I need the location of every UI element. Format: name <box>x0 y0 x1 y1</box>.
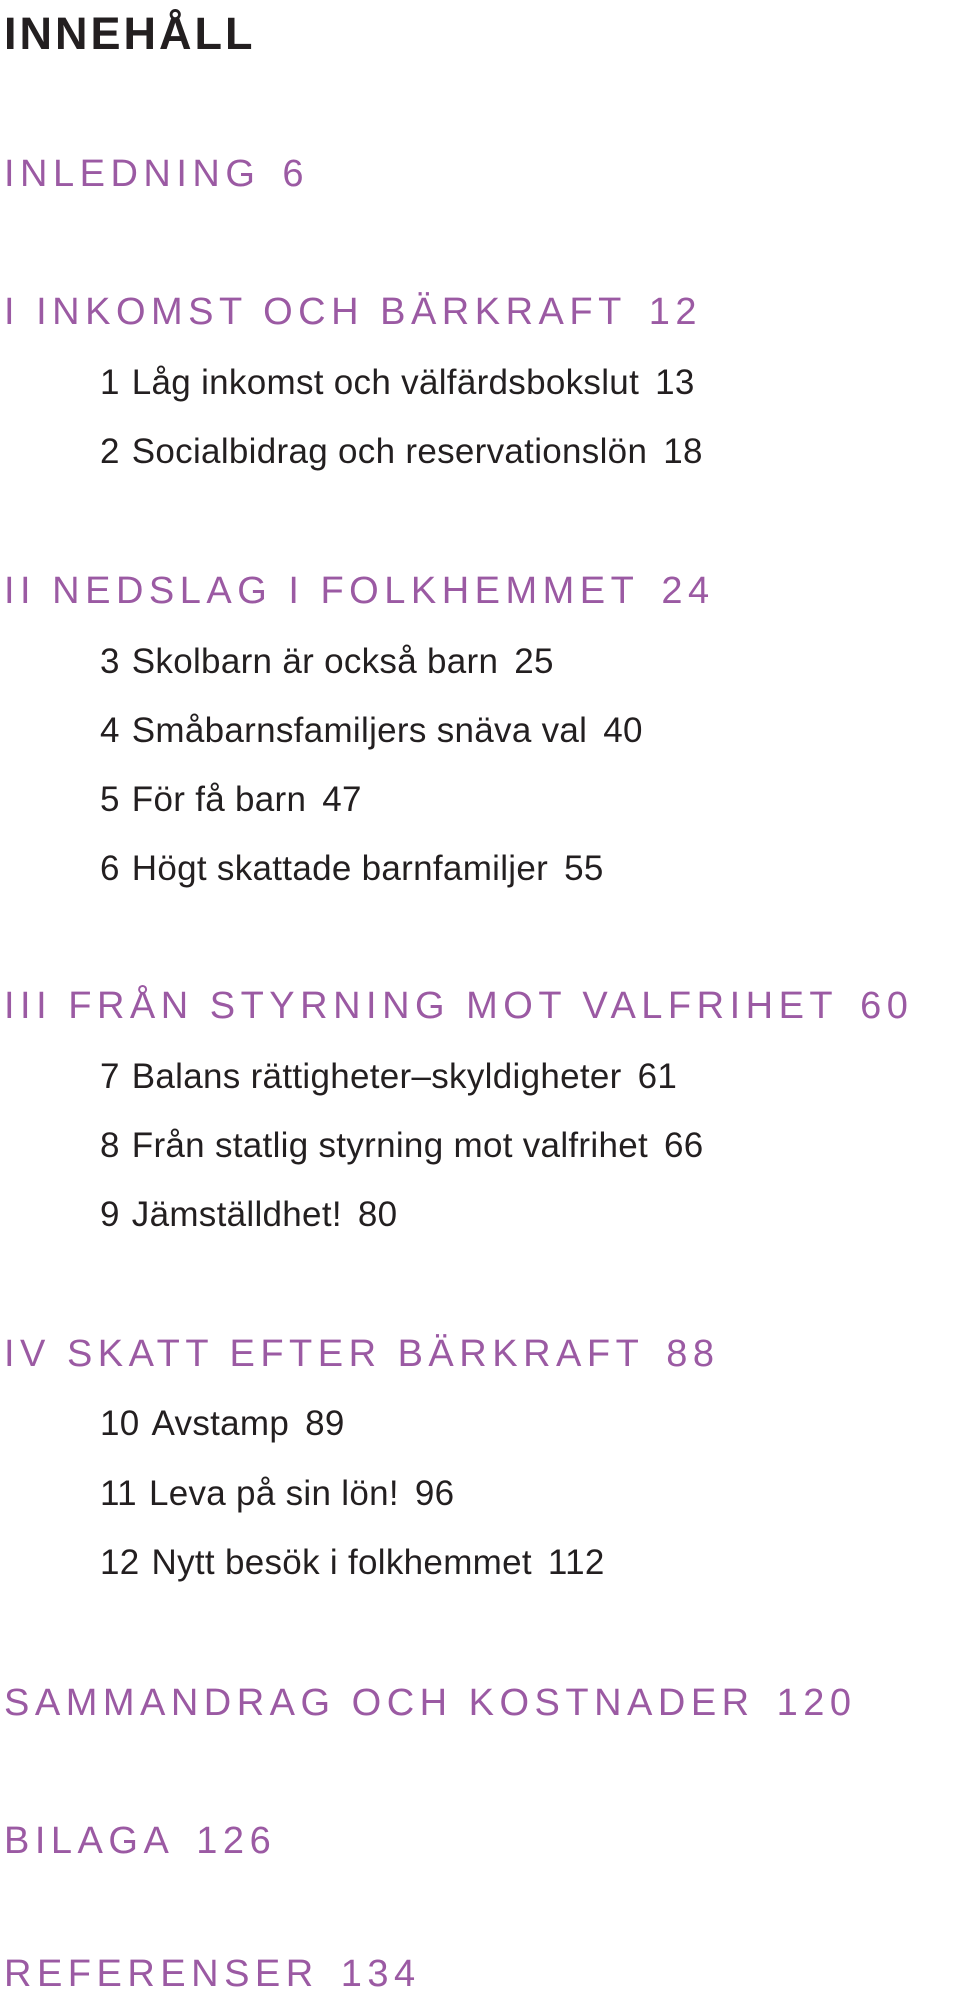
section-label: I INKOMST OCH BÄRKRAFT <box>4 291 627 333</box>
section-page: 88 <box>666 1333 720 1375</box>
toc-chapter-1 <box>100 361 695 405</box>
chapter-page: 96 <box>414 1474 455 1513</box>
section-label: IV SKATT EFTER BÄRKRAFT <box>4 1333 645 1375</box>
chapter-page: 80 <box>357 1195 398 1234</box>
chapter-page: 66 <box>664 1126 704 1165</box>
chapter-number: 9 <box>100 1195 120 1234</box>
toc-chapter-6 <box>100 847 604 891</box>
section-label: SAMMANDRAG OCH KOSTNADER <box>4 1682 755 1724</box>
chapter-label: Socialbidrag och reservationslön <box>131 432 648 471</box>
chapter-page: 55 <box>564 849 604 888</box>
toc-chapter-4 <box>100 709 643 753</box>
toc-chapter-12 <box>100 1541 605 1585</box>
toc-section-inledning <box>4 150 309 198</box>
chapter-label: Avstamp <box>151 1404 290 1443</box>
toc-title: INNEHÅLL <box>4 8 256 59</box>
chapter-page: 40 <box>603 711 643 750</box>
chapter-number: 4 <box>100 711 120 750</box>
chapter-page: 25 <box>514 642 554 681</box>
chapter-label: För få barn <box>131 780 307 819</box>
section-page: 126 <box>196 1820 277 1862</box>
chapter-number: 5 <box>100 780 120 819</box>
section-page: 60 <box>860 985 914 1027</box>
section-page: 24 <box>661 570 715 612</box>
section-label: BILAGA <box>4 1820 175 1862</box>
chapter-number: 8 <box>100 1126 120 1165</box>
chapter-number: 6 <box>100 849 120 888</box>
toc-section-styrning <box>4 982 913 1030</box>
chapter-number: 7 <box>100 1057 120 1096</box>
chapter-label: Nytt besök i folkhemmet <box>151 1543 532 1582</box>
chapter-label: Låg inkomst och välfärdsbokslut <box>131 363 640 402</box>
chapter-number: 1 <box>100 363 120 402</box>
chapter-page: 61 <box>637 1057 678 1096</box>
section-label: INLEDNING <box>4 153 261 195</box>
toc-chapter-5 <box>100 778 362 822</box>
toc-chapter-2 <box>100 430 703 474</box>
toc-section-referenser <box>4 1950 421 1998</box>
toc-section-bilaga <box>4 1817 276 1865</box>
toc-chapter-9 <box>100 1193 397 1237</box>
toc-chapter-8 <box>100 1124 704 1168</box>
chapter-page: 47 <box>322 780 362 819</box>
chapter-number: 11 <box>100 1474 137 1513</box>
chapter-number: 3 <box>100 642 120 681</box>
toc-section-nedslag <box>4 567 715 615</box>
toc-section-sammandrag <box>4 1679 857 1727</box>
chapter-label: Balans rättigheter–skyldigheter <box>131 1057 622 1096</box>
chapter-number: 12 <box>100 1543 140 1582</box>
section-page: 12 <box>648 291 703 333</box>
chapter-page: 18 <box>663 432 703 471</box>
chapter-label: Småbarnsfamiljers snäva val <box>131 711 588 750</box>
toc-chapter-3 <box>100 640 554 684</box>
chapter-label: Skolbarn är också barn <box>131 642 499 681</box>
section-page: 6 <box>282 153 310 195</box>
chapter-label: Jämställdhet! <box>131 1195 342 1234</box>
chapter-page: 112 <box>547 1543 605 1582</box>
chapter-number: 10 <box>100 1404 140 1443</box>
chapter-label: Högt skattade barnfamiljer <box>131 849 549 888</box>
section-label: II NEDSLAG I FOLKHEMMET <box>4 570 640 612</box>
chapter-label: Leva på sin lön! <box>148 1474 399 1513</box>
chapter-page: 13 <box>655 363 695 402</box>
chapter-number: 2 <box>100 432 120 471</box>
section-label: REFERENSER <box>4 1953 319 1995</box>
toc-section-inkomst <box>4 288 702 336</box>
section-page: 120 <box>776 1682 857 1724</box>
toc-chapter-11 <box>100 1472 454 1516</box>
chapter-page: 89 <box>305 1404 345 1443</box>
chapter-label: Från statlig styrning mot valfrihet <box>131 1126 649 1165</box>
section-page: 134 <box>340 1953 421 1995</box>
toc-chapter-7 <box>100 1055 677 1099</box>
section-label: III FRÅN STYRNING MOT VALFRIHET <box>4 985 839 1027</box>
toc-chapter-10 <box>100 1402 345 1446</box>
toc-section-skatt <box>4 1330 720 1378</box>
